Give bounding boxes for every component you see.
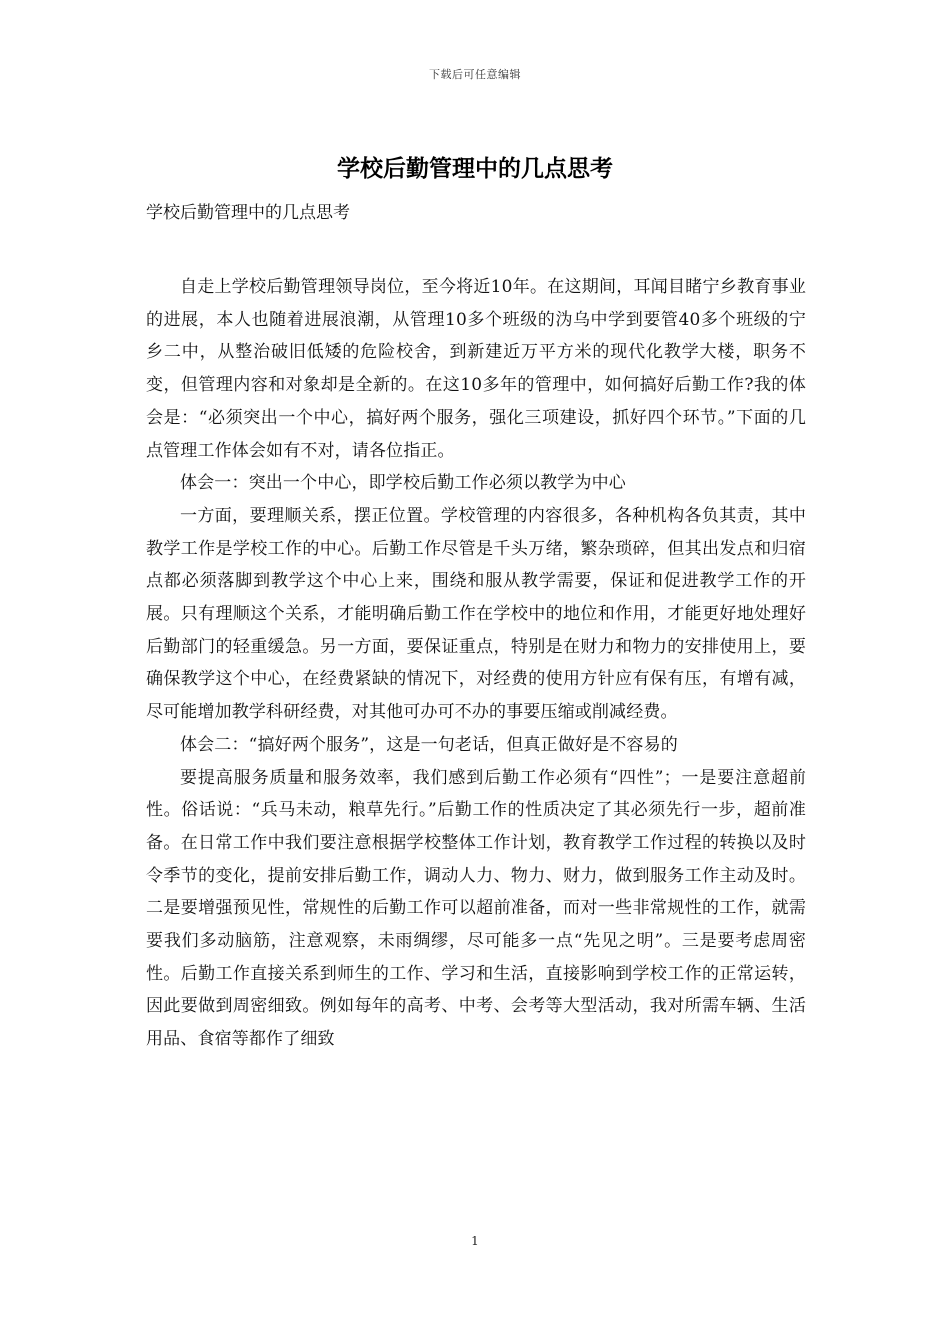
- header-note: 下载后可任意编辑: [429, 68, 521, 81]
- section-heading-2: 体会二：“搞好两个服务”，这是一句老话，但真正做好是不容易的: [180, 734, 678, 755]
- document-body: [146, 271, 806, 1056]
- document-subtitle: 学校后勤管理中的几点思考: [146, 203, 350, 223]
- section-heading-1: 体会一：突出一个中心，即学校后勤工作必须以教学为中心: [180, 473, 626, 494]
- document-title: 学校后勤管理中的几点思考: [337, 156, 613, 182]
- paragraph-section-2: 要提高服务质量和服务效率，我们感到后勤工作必须有“四性”；一是要注意超前性。俗话说：“兵马未动，粮草先行。”后勤工作的性质决定了其必须先行一步，超前准备。在日常工作中我们要注意根据学校整体工作计划，教育教学工作过程的转换以及时令季节的变化，提前安排后勤工作，调动人力、物力、财力，做到服务工作主动及时。二是要增强预见性，常规性的后勤工作可以超前准备，而对一些非常规性的工作，就需要我们多动脑筋，注意观察，未雨绸缪，尽可能多一点“先见之明”。三是要考虑周密性。后勤工作直接关系到师生的工作、学习和生活，直接影响到学校工作的正常运转，因此要做到周密细致。例如每年的高考、中考、会考等大型活动，我对所需车辆、生活用品、食宿等都作了细致: [146, 767, 806, 1050]
- paragraph-section-1: 一方面，要理顺关系，摆正位置。学校管理的内容很多，各种机构各负其责，其中教学工作是学校工作的中心。后勤工作尽管是千头万绪，繁杂琐碎，但其出发点和归宿点都必须落脚到教学这个中心上来，围绕和服从教学需要，保证和促进教学工作的开展。只有理顺这个关系，才能明确后勤工作在学校中的地位和作用，才能更好地处理好后勤部门的轻重缓急。另一方面，要保证重点，特别是在财力和物力的安排使用上，要确保教学这个中心，在经费紧缺的情况下，对经费的使用方针应有保有压，有增有减，尽可能增加教学科研经费，对其他可办可不办的事要压缩或削减经费。: [146, 505, 806, 723]
- paragraph-intro: 自走上学校后勤管理领导岗位，至今将近10年。在这期间，耳闻目睹宁乡教育事业的进展，本人也随着进展浪潮，从管理10多个班级的沩乌中学到要管40多个班级的宁乡二中，从整治破旧低矮的危险校舍，到新建近万平方米的现代化教学大楼，职务不变，但管理内容和对象却是全新的。在这10多年的管理中，如何搞好后勤工作?我的体会是：“必须突出一个中心，搞好两个服务，强化三项建设，抓好四个环节。”下面的几点管理工作体会如有不对，请各位指正。: [146, 277, 806, 461]
- page-number: 1: [471, 1234, 479, 1248]
